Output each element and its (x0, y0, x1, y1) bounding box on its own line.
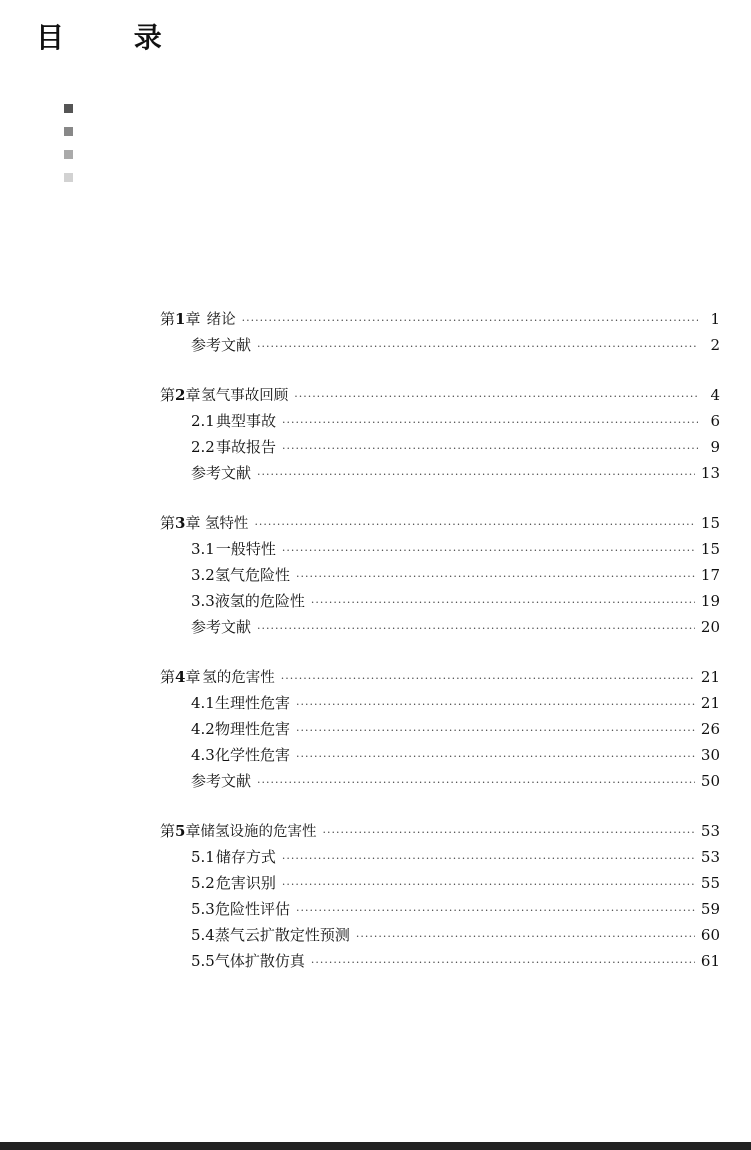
page-number: 19 (700, 592, 720, 610)
leader-dots (296, 744, 695, 770)
toc-section-entry[interactable] (160, 948, 720, 974)
toc-section-entry[interactable] (160, 922, 720, 948)
section-number: 5.3 (191, 900, 215, 918)
toc-section-entry[interactable] (160, 716, 720, 742)
leader-dots (296, 898, 695, 924)
leader-dots (294, 384, 698, 410)
section-number: 5.5 (191, 952, 215, 970)
leader-dots (282, 846, 695, 872)
chapter-block (160, 664, 720, 794)
section-number: 3.3 (191, 592, 215, 610)
toc-section-entry[interactable] (160, 408, 720, 434)
section-title: 气体扩散仿真 (214, 952, 305, 970)
section-number: 3.1 (191, 540, 215, 558)
section-title: 化学性危害 (215, 746, 291, 764)
section-title: 事故报告 (216, 438, 277, 456)
leader-dots (242, 308, 698, 334)
page-number: 20 (700, 618, 720, 636)
page-number: 2 (710, 336, 720, 354)
section-title: 液氢的危险性 (214, 592, 305, 610)
page-number: 53 (700, 848, 720, 866)
chapter-title: 绪论 (206, 312, 236, 328)
section-title: 参考文献 (191, 336, 252, 354)
section-title: 物理性危害 (215, 720, 291, 738)
page-number: 15 (700, 540, 720, 558)
section-title: 氢气危险性 (215, 566, 291, 584)
page-number: 21 (700, 668, 720, 686)
chapter-number: 第2章 (160, 386, 201, 404)
section-title: 参考文献 (191, 464, 252, 482)
section-number: 3.2 (191, 566, 215, 584)
leader-dots (257, 616, 695, 642)
toc-section-entry[interactable] (160, 870, 720, 896)
toc-section-entry[interactable] (160, 460, 720, 486)
leader-dots (296, 564, 695, 590)
page-number: 60 (700, 926, 720, 944)
page-number: 21 (700, 694, 720, 712)
page-number: 55 (700, 874, 720, 892)
section-title: 典型事故 (216, 412, 277, 430)
section-title: 蒸气云扩散定性预测 (214, 926, 350, 944)
square-mark-1 (64, 104, 73, 113)
page-number: 1 (710, 310, 720, 328)
toc-section-entry[interactable] (160, 768, 720, 794)
toc-chapter-entry[interactable] (160, 664, 720, 690)
page-number: 26 (700, 720, 720, 738)
page-title: 目 录 (36, 21, 192, 54)
section-title: 参考文献 (191, 618, 252, 636)
section-title: 储存方式 (215, 848, 276, 866)
section-number: 5.2 (191, 874, 215, 892)
toc-section-entry[interactable] (160, 434, 720, 460)
page-number: 30 (700, 746, 720, 764)
toc-section-entry[interactable] (160, 742, 720, 768)
section-number: 5.1 (191, 848, 215, 866)
table-of-contents (160, 306, 720, 998)
leader-dots (254, 512, 694, 538)
page-number: 50 (700, 772, 720, 790)
toc-chapter-entry[interactable] (160, 818, 720, 844)
leader-dots (281, 666, 695, 692)
toc-section-entry[interactable] (160, 614, 720, 640)
chapter-block (160, 818, 720, 974)
leader-dots (282, 410, 698, 436)
leader-dots (296, 692, 695, 718)
chapter-number: 第5章 (160, 822, 201, 840)
toc-section-entry[interactable] (160, 896, 720, 922)
leader-dots (257, 770, 695, 796)
chapter-title: 氢特性 (204, 516, 249, 532)
chapter-number: 第4章 (160, 668, 201, 686)
chapter-block (160, 382, 720, 486)
page-number: 4 (710, 386, 720, 404)
leader-dots (282, 872, 695, 898)
page-number: 53 (700, 822, 720, 840)
leader-dots (282, 538, 695, 564)
chapter-title: 储氢设施的危害性 (200, 824, 317, 840)
section-number: 5.4 (191, 926, 215, 944)
toc-chapter-entry[interactable] (160, 382, 720, 408)
page-number: 59 (700, 900, 720, 918)
toc-section-entry[interactable] (160, 536, 720, 562)
page-number: 13 (700, 464, 720, 482)
section-number: 4.3 (191, 746, 215, 764)
leader-dots (311, 590, 695, 616)
chapter-number: 第1章 (160, 310, 201, 328)
decorative-squares (64, 104, 73, 196)
page-number: 9 (710, 438, 720, 456)
section-number: 2.2 (191, 438, 215, 456)
leader-dots (257, 334, 698, 360)
leader-dots (311, 950, 695, 976)
toc-section-entry[interactable] (160, 332, 720, 358)
chapter-title: 氢的危害性 (202, 670, 275, 686)
square-mark-2 (64, 127, 73, 136)
page-number: 61 (700, 952, 720, 970)
page-number: 6 (710, 412, 720, 430)
section-number: 4.1 (191, 694, 215, 712)
section-number: 2.1 (191, 412, 215, 430)
square-mark-4 (64, 173, 73, 182)
chapter-block (160, 510, 720, 640)
leader-dots (257, 462, 695, 488)
page-number: 15 (700, 514, 720, 532)
section-number: 4.2 (191, 720, 215, 738)
toc-section-entry[interactable] (160, 844, 720, 870)
leader-dots (296, 718, 695, 744)
section-title: 危害识别 (215, 874, 276, 892)
section-title: 参考文献 (191, 772, 252, 790)
bottom-bar (0, 1142, 751, 1150)
toc-chapter-entry[interactable] (160, 510, 720, 536)
toc-chapter-entry[interactable] (160, 306, 720, 332)
page-number: 17 (700, 566, 720, 584)
square-mark-3 (64, 150, 73, 159)
chapter-title: 氢气事故回顾 (201, 388, 289, 404)
leader-dots (356, 924, 695, 950)
toc-section-entry[interactable] (160, 690, 720, 716)
section-title: 危险性评估 (215, 900, 291, 918)
leader-dots (322, 820, 694, 846)
section-title: 一般特性 (215, 540, 276, 558)
leader-dots (282, 436, 698, 462)
toc-section-entry[interactable] (160, 588, 720, 614)
toc-section-entry[interactable] (160, 562, 720, 588)
chapter-number: 第3章 (160, 514, 201, 532)
section-title: 生理性危害 (215, 694, 291, 712)
chapter-block (160, 306, 720, 358)
